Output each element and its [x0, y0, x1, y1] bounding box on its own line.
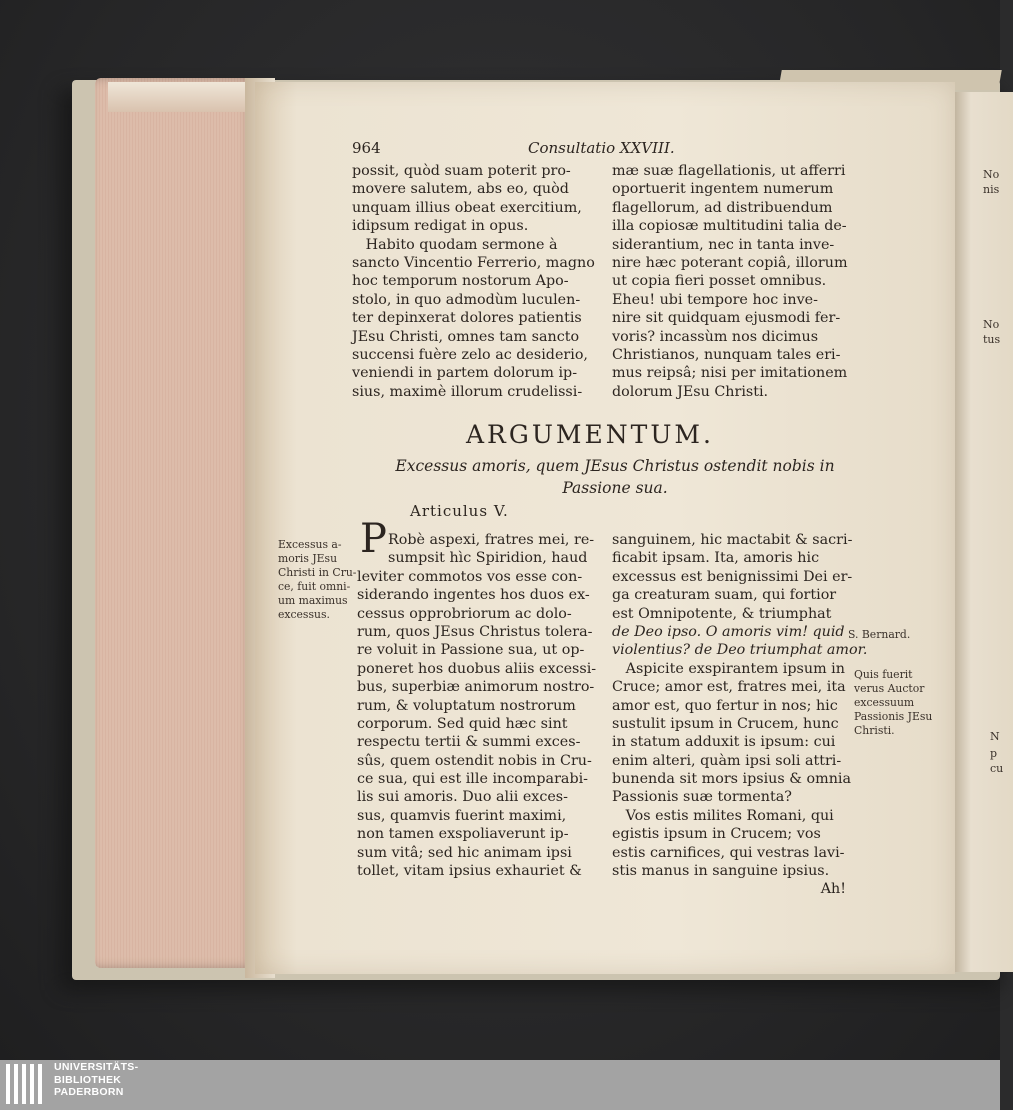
text-line: Passionis suæ tormenta? [612, 789, 792, 806]
subtitle-line: Excessus amoris, quem JEsus Christus ostendit nobis in [395, 457, 835, 475]
text-line: poneret hos duobus aliis excessi- [357, 660, 597, 677]
text-line: bunenda sit mors ipsius & omnia [612, 771, 851, 788]
library-logo-text [54, 1061, 138, 1099]
margin-line: moris JEsu [278, 552, 338, 565]
text-line: respectu tertii & summi exces- [357, 734, 581, 751]
text-line: sus, quamvis fuerint maximi, [357, 807, 567, 824]
text-line: oportuerit ingentem numerum [612, 181, 834, 198]
next-page-fragment: tus [983, 333, 1001, 346]
text-line: sius, maximè illorum crudelissi- [352, 383, 583, 400]
text-line: cessus opprobriorum ac dolo- [357, 605, 572, 622]
text-line: idipsum redigat in opus. [352, 218, 529, 235]
text-line: Vos estis milites Romani, qui [612, 807, 834, 824]
margin-line: Passionis JEsu [854, 710, 933, 723]
text-line: sanguinem, hic mactabit & sacri- [612, 532, 853, 548]
text-line: stis manus in sanguine ipsius. [612, 863, 830, 880]
margin-line: excessus. [278, 608, 330, 621]
text-line: illa copiosæ multitudini talia de- [612, 218, 847, 235]
margin-line: Excessus a- [278, 538, 342, 551]
section-subtitle [390, 455, 840, 499]
text-line: mæ suæ flagellationis, ut afferri [612, 163, 846, 179]
margin-line: Christi in Cru- [278, 566, 357, 579]
margin-line: Christi. [854, 724, 895, 737]
text-line: Aspicite exspirantem ipsum in [612, 660, 845, 677]
text-line: nire sit quidquam ejusmodi fer- [612, 310, 841, 327]
text-line: amor est, quo fertur in nos; hic [612, 697, 838, 714]
text-line: in statum adduxit is ipsum: cui [612, 734, 836, 751]
text-line: siderando ingentes hos duos ex- [357, 587, 590, 604]
logo-line: UNIVERSITÄTS- [54, 1061, 139, 1073]
text-line: est Omnipotente, & triumphat [612, 605, 832, 622]
margin-line: verus Auctor [854, 682, 925, 695]
text-line: estis carnifices, qui vestras lavi- [612, 844, 845, 861]
text-line: enim alteri, quàm ipsi soli attri- [612, 752, 842, 769]
text-line: stolo, in quo admodùm luculen- [352, 291, 581, 308]
text-line: possit, quòd suam poterit pro- [352, 163, 571, 179]
text-line: leviter commotos vos esse con- [357, 568, 583, 585]
text-line: lis sui amoris. Duo alii exces- [357, 789, 568, 806]
page-edges [95, 78, 255, 968]
bottom-right-column [612, 531, 867, 899]
text-line: sustulit ipsum in Crucem, hunc [612, 715, 839, 732]
text-line: ga creaturam suam, qui fortior [612, 587, 837, 604]
next-page-fragment: No [983, 318, 1000, 331]
bottom-left-column [357, 568, 596, 881]
bottom-left-column-start [388, 531, 594, 568]
text-line: excessus est benignissimi Dei er- [612, 568, 853, 585]
text-line: nire hæc poterant copiâ, illorum [612, 254, 848, 271]
next-page-edge [953, 92, 1013, 972]
text-line: hoc temporum nostorum Apo- [352, 273, 569, 290]
text-line: ce sua, qui est ille incomparabi- [357, 771, 588, 788]
margin-note-left [278, 538, 356, 622]
top-left-column [352, 162, 595, 401]
text-line: Ah! [820, 881, 846, 898]
text-line: siderantium, nec in tanta inve- [612, 236, 835, 253]
page-edges-top [108, 82, 253, 112]
text-line: unquam illius obeat exercitium, [352, 199, 582, 216]
text-line: sancto Vincentio Ferrerio, magno [352, 254, 595, 271]
text-line: rum, & voluptatum nostrorum [357, 697, 576, 714]
running-title: Consultatio XXVIII. [528, 139, 675, 157]
margin-line: Quis fuerit [854, 668, 913, 681]
next-page-fragment: nis [983, 183, 1000, 196]
text-line: re voluit in Passione sua, ut op- [357, 642, 585, 659]
text-line: rum, quos JEsus Christus tolera- [357, 623, 593, 640]
text-line: corporum. Sed quid hæc sint [357, 715, 568, 732]
next-page-fragment: p [990, 747, 998, 760]
text-line: veniendi in partem dolorum ip- [352, 365, 578, 382]
text-line: Habito quodam sermone à [352, 236, 558, 253]
section-heading: ARGUMENTUM. [466, 420, 714, 449]
text-line: ter depinxerat dolores patientis [352, 310, 582, 327]
text-line: non tamen exspoliaverunt ip- [357, 826, 569, 843]
text-line: JEsu Christi, omnes tam sancto [352, 328, 580, 345]
margin-line: excessuum [854, 696, 915, 709]
text-line: Cruce; amor est, fratres mei, ita [612, 679, 846, 696]
margin-line: ce, fuit omni- [278, 580, 351, 593]
text-line: Christianos, nunquam tales eri- [612, 346, 841, 363]
text-line: egistis ipsum in Crucem; vos [612, 826, 821, 843]
text-line: sûs, quem ostendit nobis in Cru- [357, 752, 592, 769]
text-line: de Deo ipso. O amoris vim! quid [612, 623, 845, 640]
text-line: dolorum JEsu Christi. [612, 383, 769, 400]
top-right-column [612, 162, 848, 401]
text-line: succensi fuère zelo ac desiderio, [352, 346, 588, 363]
text-line: bus, superbiæ animorum nostro- [357, 679, 595, 696]
next-page-fragment: cu [990, 762, 1004, 775]
margin-note-bernard: S. Bernard. [848, 628, 911, 641]
subtitle-line: Passione sua. [562, 479, 668, 497]
text-line: sumpsit hìc Spiridion, haud [388, 550, 588, 567]
page-number: 964 [352, 139, 381, 157]
text-line: movere salutem, abs eo, quòd [352, 181, 569, 198]
text-line: mus reipsâ; nisi per imitationem [612, 365, 848, 382]
text-line: Eheu! ubi tempore hoc inve- [612, 291, 818, 308]
drop-cap: P [360, 516, 387, 562]
margin-note-right [854, 668, 932, 738]
text-line: ficabit ipsam. Ita, amoris hic [612, 550, 820, 567]
article-heading: Articulus V. [410, 502, 509, 520]
library-logo-icon [6, 1064, 48, 1104]
text-line: voris? incassùm nos dicimus [612, 328, 819, 345]
library-footer-bar [0, 1060, 1000, 1110]
text-line: ut copia fieri posset omnibus. [612, 273, 827, 290]
text-line: sum vitâ; sed hic animam ipsi [357, 844, 572, 861]
text-line: Robè aspexi, fratres mei, re- [388, 532, 595, 548]
next-page-fragment: N [990, 730, 1000, 743]
logo-line: PADERBORN [54, 1086, 124, 1098]
logo-line: BIBLIOTHEK [54, 1073, 122, 1086]
text-line: tollet, vitam ipsius exhauriet & [357, 863, 582, 880]
margin-line: um maximus [278, 594, 348, 607]
next-page-fragment: No [983, 168, 1000, 181]
text-line: violentius? de Deo triumphat amor. [612, 642, 868, 659]
text-line: flagellorum, ad distribuendum [612, 199, 833, 216]
